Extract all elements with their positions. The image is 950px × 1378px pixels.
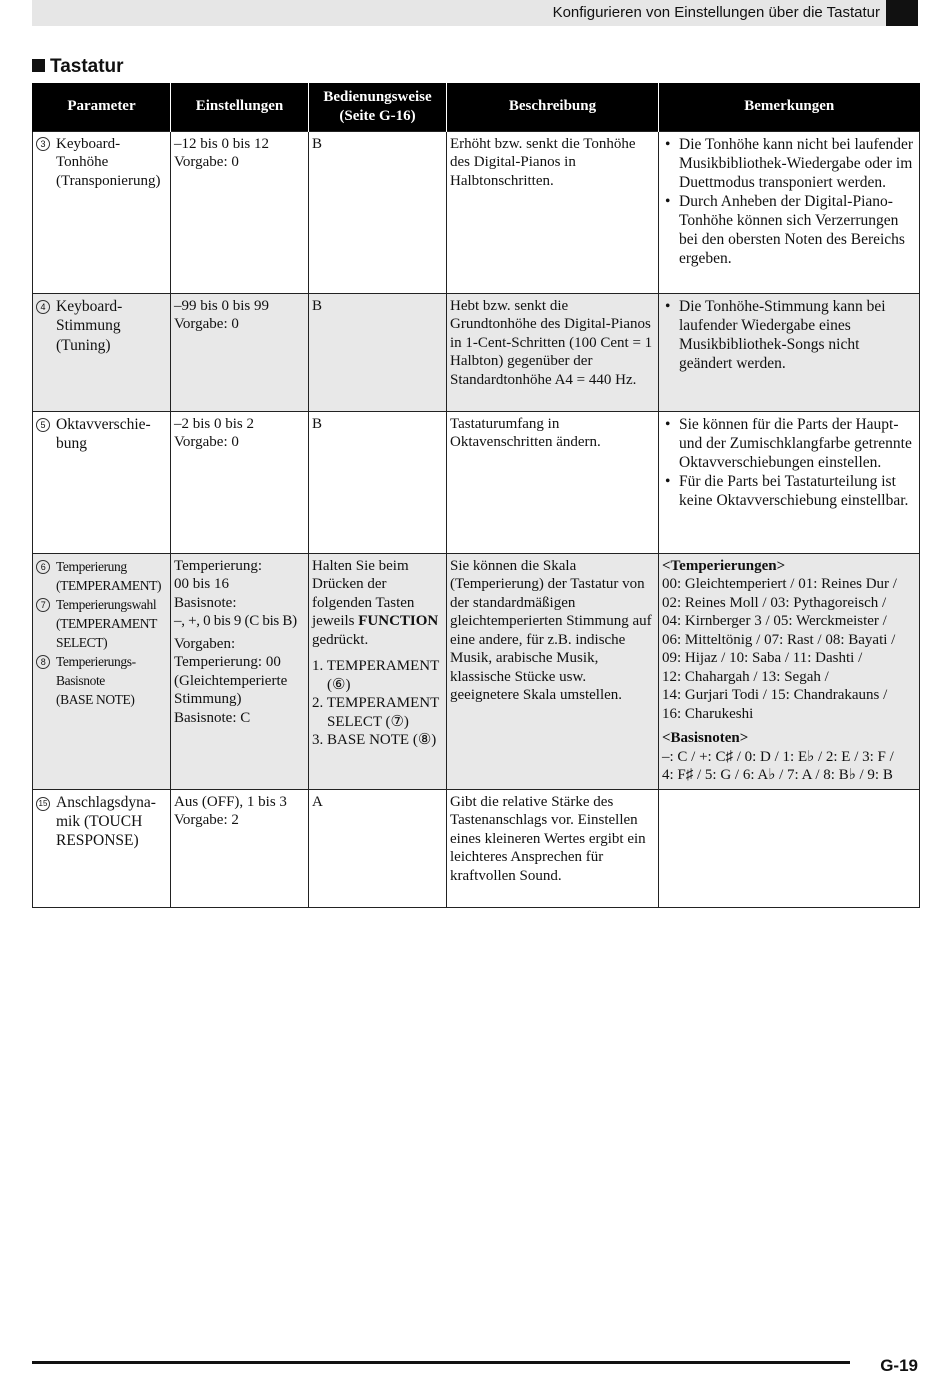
remarks-line: 12: Chahargah / 13: Segah / xyxy=(662,668,829,685)
setting-line: Temperierung: 00 xyxy=(174,654,281,670)
remarks-cell xyxy=(659,293,920,411)
param-cell xyxy=(33,789,171,907)
operation-cell: A xyxy=(309,789,447,907)
setting-line: (Gleichtemperierte xyxy=(174,672,288,689)
operation-cell: B xyxy=(309,293,447,411)
setting-line: –, +, 0 bis 9 (C bis B) xyxy=(174,613,297,629)
remark-item: • Sie können für die Parts der Haupt- und der Zumischklangfarbe getrennte Oktavverschiebungen einstellen. xyxy=(662,415,916,472)
col-header-remarks: Bemerkungen xyxy=(659,83,920,131)
param-line: Stimmung xyxy=(56,317,121,334)
setting-line: Stimmung) xyxy=(174,691,242,707)
remarks-line: 4: F♯ / 5: G / 6: A♭ / 7: A / 8: B♭ / 9: B xyxy=(662,767,893,783)
remark-item: • Die Tonhöhe kann nicht bei laufender Musikbibliothek-Wiedergabe oder im Duettmodus transponiert werden. xyxy=(662,135,916,192)
settings-cell xyxy=(171,789,309,907)
settings-cell xyxy=(171,411,309,553)
circled-number: 15 xyxy=(36,797,50,811)
operation-cell: B xyxy=(309,131,447,293)
operation-text: jeweils xyxy=(312,613,359,629)
param-line: bung xyxy=(56,435,87,452)
circled-number: 3 xyxy=(36,137,50,151)
param-line: (Tuning) xyxy=(56,336,111,354)
setting-line: Basisnote: C xyxy=(174,709,251,726)
param-line: (Transponierung) xyxy=(56,172,161,189)
operation-cell xyxy=(309,553,447,789)
param-line: Basisnote xyxy=(56,672,105,688)
circled-number: 4 xyxy=(36,300,50,314)
remarks-subheading: <Basisnoten> xyxy=(662,730,749,746)
remarks-cell xyxy=(659,789,920,907)
operation-cell: B xyxy=(309,411,447,553)
setting-line: Vorgabe: 0 xyxy=(174,316,239,332)
remarks-line: 16: Charukeshi xyxy=(662,705,754,722)
circled-number: 5 xyxy=(36,418,50,432)
col-header-operation-line2: (Seite G-16) xyxy=(339,107,416,124)
remarks-cell xyxy=(659,411,920,553)
setting-line: –99 bis 0 bis 99 xyxy=(174,297,270,314)
circled-number: 6 xyxy=(36,560,50,574)
param-line: Temperierungswahl xyxy=(56,596,157,612)
operation-line xyxy=(312,612,443,631)
col-header-settings: Einstellungen xyxy=(171,83,309,131)
settings-cell xyxy=(171,131,309,293)
header-marker xyxy=(886,0,918,26)
param-cell xyxy=(33,131,171,293)
circled-number: 8 xyxy=(36,655,50,669)
param-line: (BASE NOTE) xyxy=(56,691,135,707)
function-key-label: FUNCTION xyxy=(358,613,439,629)
operation-step: 1. TEMPERAMENT xyxy=(312,658,440,674)
footer-rule xyxy=(32,1361,850,1364)
page-number: G-19 xyxy=(880,1356,918,1375)
param-line: mik (TOUCH xyxy=(56,812,143,830)
setting-line: Vorgabe: 2 xyxy=(174,812,239,828)
remarks-line: 02: Reines Moll / 03: Pythagoreisch / xyxy=(662,594,887,611)
setting-line: Basisnote: xyxy=(174,594,237,611)
remarks-line: 09: Hijaz / 10: Saba / 11: Dashti / xyxy=(662,650,863,666)
param-line: Temperierung xyxy=(56,558,127,574)
param-line: Keyboard- xyxy=(56,135,121,152)
param-line: Oktavverschie- xyxy=(56,415,151,433)
table-row xyxy=(33,131,920,293)
section-square-icon xyxy=(32,59,45,72)
circled-number: 7 xyxy=(36,598,50,612)
param-line: Keyboard- xyxy=(56,297,123,315)
settings-cell xyxy=(171,293,309,411)
table-row xyxy=(33,789,920,907)
section-title xyxy=(32,56,124,78)
description-cell: Tastaturumfang in Oktavenschritten ändern. xyxy=(447,411,659,553)
param-cell xyxy=(33,553,171,789)
param-line: RESPONSE) xyxy=(56,831,139,849)
param-line: SELECT) xyxy=(56,634,108,650)
operation-step: 2. TEMPERAMENT xyxy=(312,695,440,711)
remarks-cell xyxy=(659,553,920,789)
table-row xyxy=(33,411,920,553)
remarks-subheading: <Temperierungen> xyxy=(662,557,786,574)
settings-table xyxy=(32,83,920,908)
remark-item: • Für die Parts bei Tastaturteilung ist keine Oktavverschiebung einstellbar. xyxy=(662,472,916,510)
remark-item: • Durch Anheben der Digital-Piano-Tonhöhe können sich Verzerrungen bei den obersten Noten des Bereichs ergeben. xyxy=(662,192,916,268)
remarks-cell xyxy=(659,131,920,293)
col-header-parameter: Parameter xyxy=(33,83,171,131)
operation-step: (⑥) xyxy=(327,676,351,693)
description-cell: Hebt bzw. senkt die Grundtonhöhe des Digital-Pianos in 1-Cent-Schritten (100 Cent = 1 Halbton) gegenüber der Standardtonhöhe A4 = 440 Hz. xyxy=(447,293,659,411)
table-row xyxy=(33,553,920,789)
remarks-line: 14: Gurjari Todi / 15: Chandrakauns / xyxy=(662,687,888,703)
param-line: (TEMPERAMENT xyxy=(56,615,157,631)
param-line: Tonhöhe xyxy=(56,154,109,170)
operation-step: 3. BASE NOTE (⑧) xyxy=(312,732,437,748)
operation-line: gedrückt. xyxy=(312,631,369,648)
operation-step: SELECT (⑦) xyxy=(327,713,409,730)
param-line: (TEMPERAMENT) xyxy=(56,577,162,593)
setting-line: 00 bis 16 xyxy=(174,576,230,592)
remarks-line: 06: Mitteltönig / 07: Rast / 08: Bayati / xyxy=(662,631,896,648)
remarks-line: 04: Kirnberger 3 / 05: Werckmeister / xyxy=(662,613,887,629)
operation-line: Drücken der xyxy=(312,576,387,592)
description-cell: Erhöht bzw. senkt die Tonhöhe des Digital-Pianos in Halbtonschritten. xyxy=(447,131,659,293)
description-cell: Gibt die relative Stärke des Tastenanschlags vor. Einstellen eines kleineren Wertes ergibt ein leichteres Ansprechen für kraftvollen Sound. xyxy=(447,789,659,907)
table-header-row xyxy=(33,83,920,131)
page-header xyxy=(32,0,918,26)
setting-line: Vorgabe: 0 xyxy=(174,434,239,450)
remark-item: • Die Tonhöhe-Stimmung kann bei laufender Wiedergabe eines Musikbibliothek-Songs nicht geändert werden. xyxy=(662,297,916,373)
param-line: Temperierungs- xyxy=(56,653,136,669)
section-title-text: Tastatur xyxy=(50,56,124,77)
param-line: Anschlagsdyna- xyxy=(56,793,156,811)
remarks-line: –: C / +: C♯ / 0: D / 1: E♭ / 2: E / 3: F / xyxy=(662,748,894,765)
settings-cell xyxy=(171,553,309,789)
setting-line: Temperierung: xyxy=(174,557,263,574)
operation-line: folgenden Tasten xyxy=(312,594,415,611)
operation-line: Halten Sie beim xyxy=(312,557,409,574)
setting-line: –12 bis 0 bis 12 xyxy=(174,135,270,152)
col-header-operation-line1: Bedienungsweise xyxy=(323,88,432,105)
table-row xyxy=(33,293,920,411)
description-cell: Sie können die Skala (Temperierung) der Tastatur von der standardmäßigen gleichtemperierten Stimmung auf eine andere, für z.B. indische Musik, arabische Musik, klassische Stücke usw. geeignetere Skala umstellen. xyxy=(447,553,659,789)
setting-line: Aus (OFF), 1 bis 3 xyxy=(174,793,287,810)
header-title: Konfigurieren von Einstellungen über die Tastatur xyxy=(552,4,880,21)
param-cell xyxy=(33,293,171,411)
remarks-line: 00: Gleichtemperiert / 01: Reines Dur / xyxy=(662,576,897,592)
col-header-description: Beschreibung xyxy=(447,83,659,131)
param-cell xyxy=(33,411,171,553)
setting-line: –2 bis 0 bis 2 xyxy=(174,415,255,432)
setting-line: Vorgabe: 0 xyxy=(174,154,239,170)
setting-line: Vorgaben: xyxy=(174,635,236,652)
col-header-operation xyxy=(309,83,447,131)
